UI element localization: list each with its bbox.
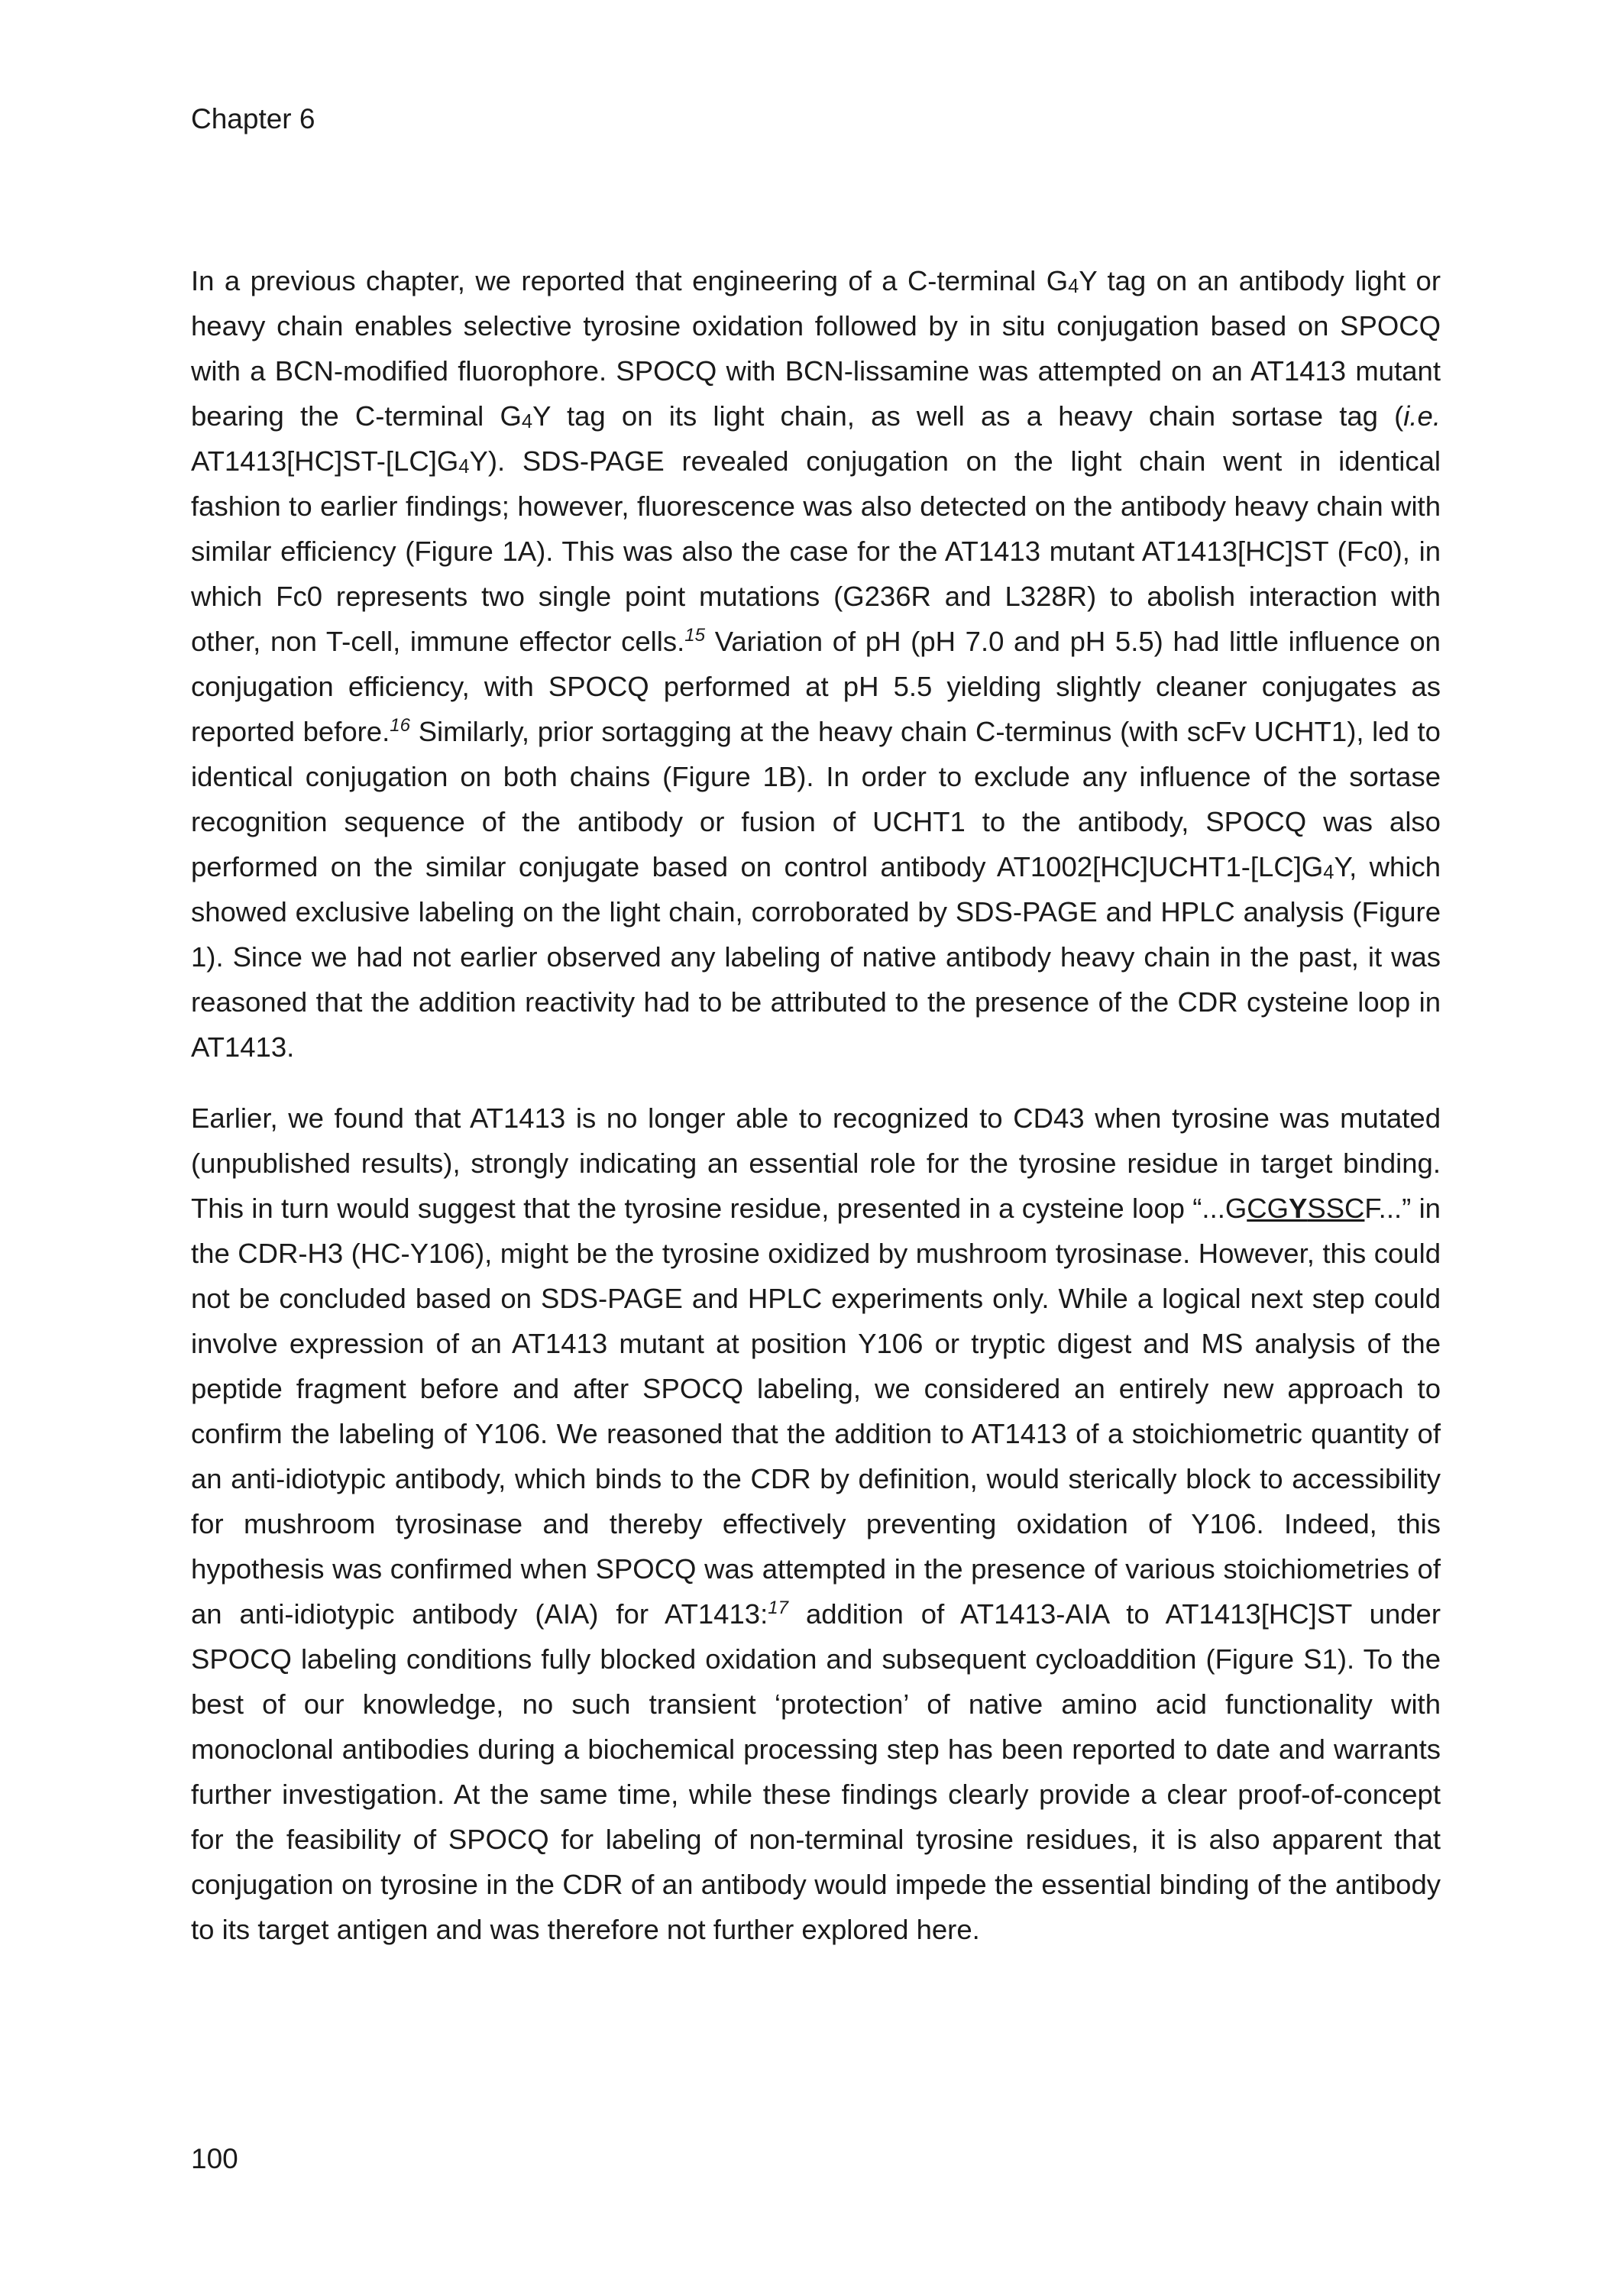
- text-run: Variation of pH (pH 7.0 and pH 5.5) had little influence on conjugation efficiency, with SPOCQ performed at pH 5.5 yielding slightly cleaner conjugates as reported before.: [191, 626, 1441, 747]
- text-run: Y tag on an antibody light or heavy chain enables selective tyrosine oxidation followed by in situ conjugation based on SPOCQ with a BCN-modified fluorophore. SPOCQ with BCN-lissamine was attempted on an AT1413 mutant bearing the C-terminal G: [191, 265, 1441, 432]
- body-text: [191, 258, 1441, 1952]
- paragraph-2: [191, 1096, 1441, 1952]
- paragraph-1: [191, 258, 1441, 1070]
- text-run: AT1413[HC]ST-[LC]G: [191, 445, 459, 477]
- text-run: Y, which showed exclusive labeling on the light chain, corroborated by SDS-PAGE and HPLC analysis (Figure 1). Since we had not earlier observed any labeling of native antibody heavy chain in the past, it was reasoned that the addition reactivity had to be attributed to the presence of the CDR cysteine loop in AT1413.: [191, 851, 1441, 1063]
- citation-superscript: 17: [768, 1597, 789, 1618]
- page-number: 100: [191, 2143, 238, 2174]
- italic-abbreviation: i.e.: [1403, 400, 1441, 432]
- subscript: 4: [1068, 276, 1079, 298]
- sequence-tyrosine-bold: Y: [1289, 1193, 1308, 1224]
- text-run: Y tag on its light chain, as well as a heavy chain sortase tag (: [532, 400, 1404, 432]
- subscript: 4: [458, 456, 470, 478]
- text-run: addition of AT1413-AIA to AT1413[HC]ST under SPOCQ labeling conditions fully blocked oxidation and subsequent cycloaddition (Figure S1). To the best of our knowledge, no such transient ‘protection’ of native amino acid functionality with monoclonal antibodies during a biochemical processing step has been reported to date and warrants further investigation. At the same time, while these findings clearly provide a clear proof-of-concept for the feasibility of SPOCQ for labeling of non-terminal tyrosine residues, it is also apparent that conjugation on tyrosine in the CDR of an antibody would impede the essential binding of the antibody to its target antigen and was therefore not further explored here.: [191, 1598, 1441, 1945]
- citation-superscript: 16: [390, 714, 411, 736]
- text-run: F...” in the CDR-H3 (HC-Y106), might be the tyrosine oxidized by mushroom tyrosinase. However, this could not be concluded based on SDS-PAGE and HPLC experiments only. While a logical next step could involve expression of an AT1413 mutant at position Y106 or tryptic digest and MS analysis of the peptide fragment before and after SPOCQ labeling, we considered an entirely new approach to confirm the labeling of Y106. We reasoned that the addition to AT1413 of a stoichiometric quantity of an anti-idiotypic antibody, which binds to the CDR by definition, would sterically block to accessibility for mushroom tyrosinase and thereby effectively preventing oxidation of Y106. Indeed, this hypothesis was confirmed when SPOCQ was attempted in the presence of various stoichiometries of an anti-idiotypic antibody (AIA) for AT1413:: [191, 1193, 1441, 1630]
- chapter-header: Chapter 6: [191, 103, 315, 134]
- text-run: In a previous chapter, we reported that engineering of a C-terminal G: [191, 265, 1069, 296]
- sequence-underlined: CG: [1247, 1193, 1289, 1224]
- text-run: Y). SDS-PAGE revealed conjugation on the light chain went in identical fashion to earlier findings; however, fluorescence was also detected on the antibody heavy chain with similar efficiency (Figure 1A). This was also the case for the AT1413 mutant AT1413[HC]ST (Fc0), in which Fc0 represents two single point mutations (G236R and L328R) to abolish interaction with other, non T-cell, immune effector cells.: [191, 445, 1441, 657]
- subscript: 4: [1323, 862, 1334, 884]
- text-run: Earlier, we found that AT1413 is no longer able to recognized to CD43 when tyrosine was mutated (unpublished results), strongly indicating an essential role for the tyrosine residue in target binding. This in turn would suggest that the tyrosine residue, presented in a cysteine loop “...G: [191, 1102, 1441, 1224]
- citation-superscript: 15: [684, 624, 706, 646]
- text-run: Similarly, prior sortagging at the heavy chain C-terminus (with scFv UCHT1), led to identical conjugation on both chains (Figure 1B). In order to exclude any influence of the sortase recognition sequence of the antibody or fusion of UCHT1 to the antibody, SPOCQ was also performed on the similar conjugate based on control antibody AT1002[HC]UCHT1-[LC]G: [191, 716, 1441, 882]
- subscript: 4: [521, 411, 533, 433]
- sequence-underlined: SSC: [1307, 1193, 1365, 1224]
